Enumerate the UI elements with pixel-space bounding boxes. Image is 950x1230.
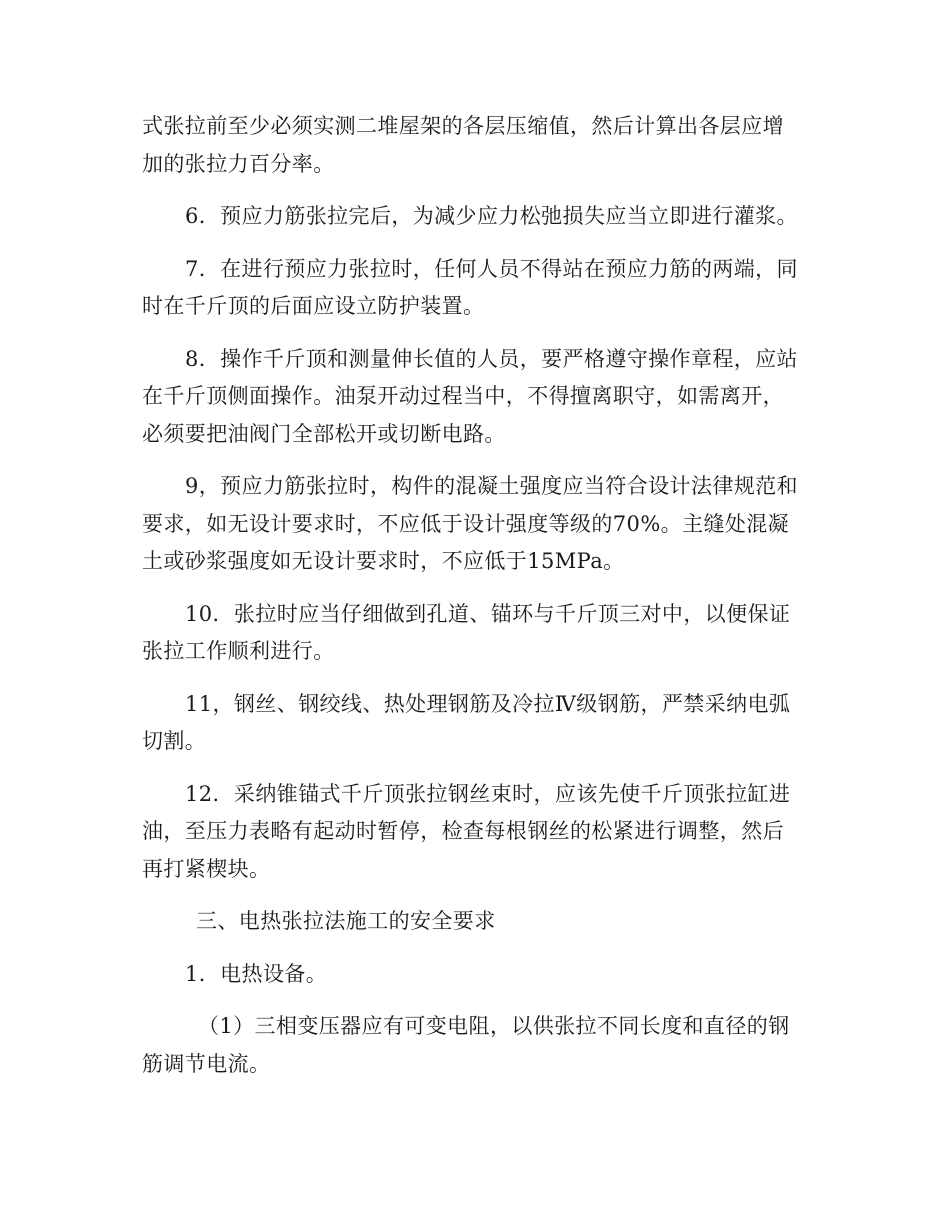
text-line: 9，预应力筋张拉时，构件的混凝土强度应当符合设计法律规范和 <box>185 474 798 498</box>
text-line: 必须要把油阀门全部松开或切断电路。 <box>142 422 506 446</box>
text-line: 7．在进行预应力张拉时，任何人员不得站在预应力筋的两端，同 <box>185 257 798 281</box>
text-line: 8．操作千斤顶和测量伸长值的人员，要严格遵守操作章程，应站 <box>185 347 798 371</box>
text-line: 要求，如无设计要求时，不应低于设计强度等级的70%。主缝处混凝 <box>142 512 790 536</box>
text-line: 张拉工作顺利进行。 <box>142 639 335 663</box>
text-line: 式张拉前至少必须实测二堆屋架的各层压缩值，然后计算出各层应增 <box>142 114 784 138</box>
text-line: 1．电热设备。 <box>185 962 328 986</box>
text-line: 10．张拉时应当仔细做到孔道、锚环与千斤顶三对中，以便保证 <box>185 602 791 626</box>
text-line: 油，至压力表略有起动时暂停，检查每根钢丝的松紧进行调整，然后 <box>142 819 784 843</box>
text-line: 土或砂浆强度如无设计要求时，不应低于15MPa。 <box>142 549 625 573</box>
section-heading: 三、电热张拉法施工的安全要求 <box>196 909 496 933</box>
text-line: 时在千斤顶的后面应设立防护装置。 <box>142 294 485 318</box>
text-line: 切割。 <box>142 729 207 753</box>
text-line: 11，钢丝、钢绞线、热处理钢筋及冷拉Ⅳ级钢筋，严禁采纳电弧 <box>185 692 791 716</box>
text-line: 12．采纳锥锚式千斤顶张拉钢丝束时，应该先使千斤顶张拉缸进 <box>185 782 791 806</box>
text-line: 6．预应力筋张拉完后，为减少应力松弛损失应当立即进行灌浆。 <box>185 204 798 228</box>
text-line: 加的张拉力百分率。 <box>142 152 335 176</box>
text-line: 再打紧楔块。 <box>142 857 271 881</box>
text-line: 在千斤顶侧面操作。油泵开动过程当中，不得擅离职守，如需离开， <box>142 384 784 408</box>
text-line: （1）三相变压器应有可变电阻，以供张拉不同长度和直径的钢 <box>198 1014 790 1038</box>
text-line: 筋调节电流。 <box>142 1052 271 1076</box>
